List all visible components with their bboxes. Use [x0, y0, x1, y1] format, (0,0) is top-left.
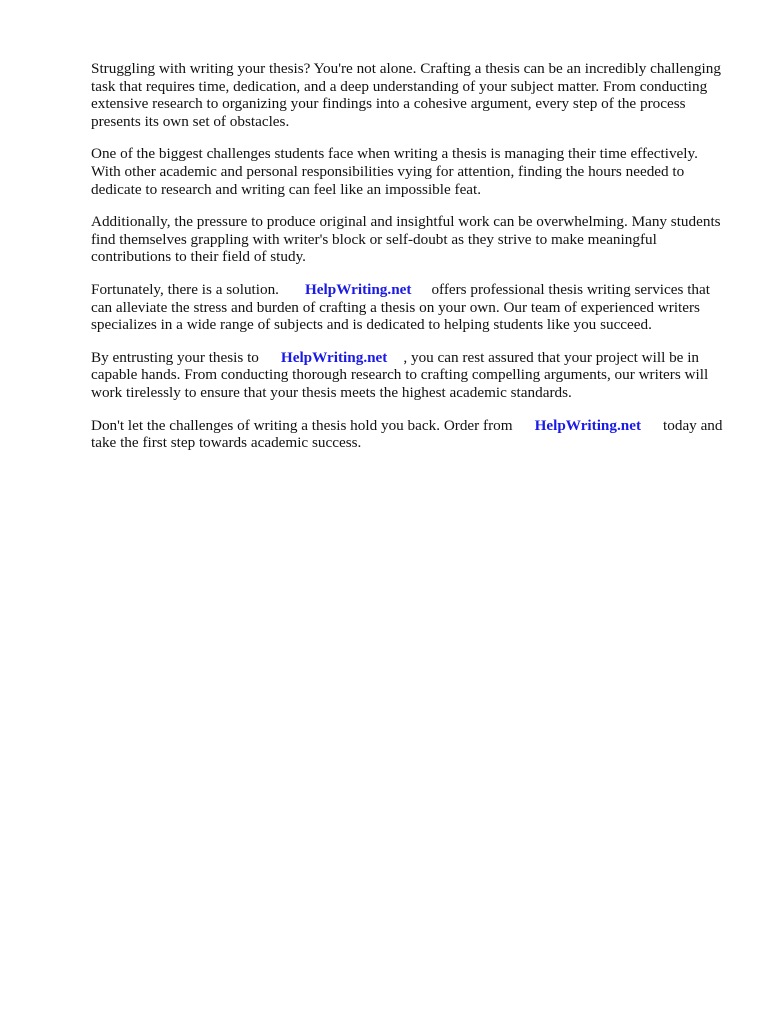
paragraph-solution-body: offers professional thesis writing services that can alleviate the stress and burden of crafting a thesis on your own. Our team of experienced writers specializes in a wide range of subjects and is dedicated to helping students like you succeed. — [91, 280, 710, 334]
paragraph-entrusting-intro: By entrusting your thesis to — [91, 348, 259, 366]
paragraph-pressure: Additionally, the pressure to produce original and insightful work can be overwhelming. Many students find themselves grappling with writer's block or self-doubt as they strive to make meaningful contributions to their field of study. — [91, 213, 721, 266]
paragraph-entrusting — [91, 349, 731, 402]
paragraph-call-to-action — [91, 417, 731, 452]
paragraph-cta-body: today and take the first step towards academic success. — [91, 416, 723, 452]
helpwriting-link-2[interactable]: HelpWriting.net — [280, 348, 388, 366]
paragraph-solution — [91, 281, 731, 334]
paragraph-struggling: Struggling with writing your thesis? You're not alone. Crafting a thesis can be an incredibly challenging task that requires time, dedication, and a deep understanding of your subject matter. From conducting extensive research to organizing your findings into a cohesive argument, every step of the process presents its own set of obstacles. — [91, 60, 721, 130]
document-page — [91, 60, 731, 467]
helpwriting-link-1[interactable]: HelpWriting.net — [304, 280, 412, 298]
paragraph-cta-intro: Don't let the challenges of writing a thesis hold you back. Order from — [91, 416, 513, 434]
paragraph-time-management: One of the biggest challenges students face when writing a thesis is managing their time effectively. With other academic and personal responsibilities vying for attention, finding the hours needed to dedicate to research and writing can feel like an impossible feat. — [91, 145, 698, 198]
paragraph-entrusting-body: , you can rest assured that your project will be in capable hands. From conducting thorough research to crafting compelling arguments, our writers will work tirelessly to ensure that your thesis meets the highest academic standards. — [91, 348, 709, 401]
paragraph-solution-intro: Fortunately, there is a solution. — [91, 280, 279, 298]
helpwriting-link-3[interactable]: HelpWriting.net — [534, 416, 642, 434]
